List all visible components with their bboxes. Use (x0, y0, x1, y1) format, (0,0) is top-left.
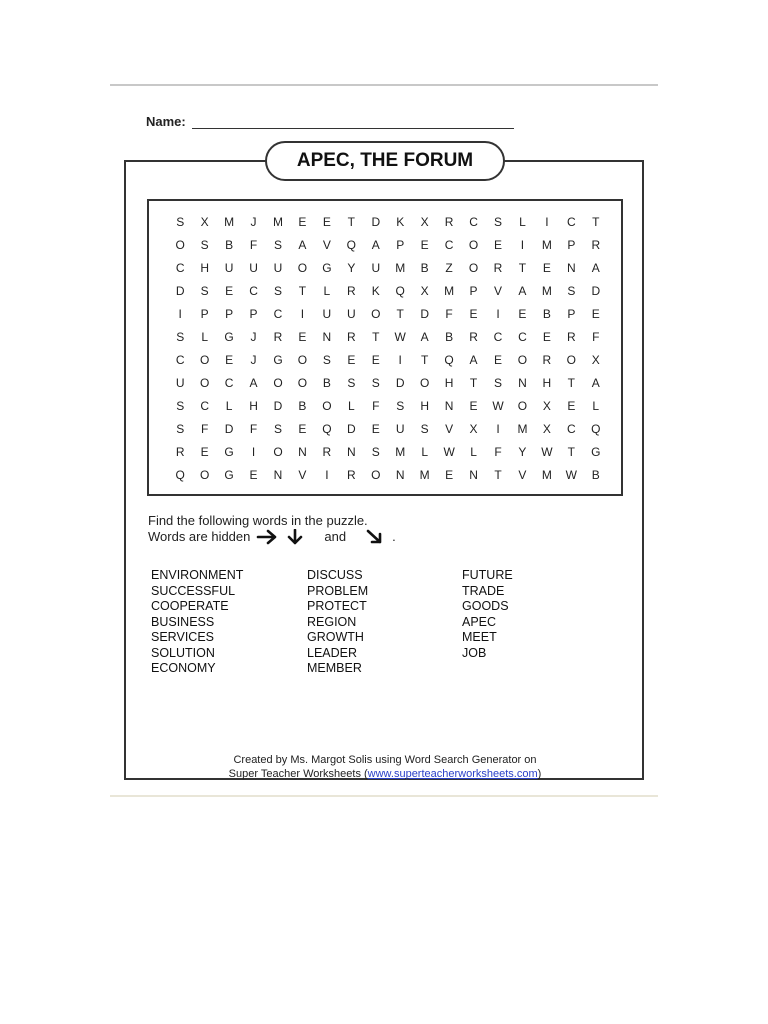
word-list-column-3 (462, 568, 513, 661)
grid-cell: O (371, 467, 381, 482)
instructions-hidden-text: Words are hidden (148, 529, 251, 544)
word-list-item: SUCCESSFUL (151, 583, 236, 598)
grid-cell: G (224, 444, 234, 459)
grid-cell: S (493, 375, 502, 390)
grid-cell: K (396, 214, 405, 229)
name-blank-line (192, 128, 514, 129)
grid-cell: R (322, 444, 332, 459)
grid-cell: E (225, 352, 234, 367)
word-list-item: BUSINESS (151, 614, 215, 629)
grid-cell: O (273, 444, 283, 459)
grid-cell: R (273, 329, 283, 344)
grid-cell: A (591, 375, 600, 390)
grid-cell: U (273, 260, 283, 275)
grid-cell: M (419, 467, 430, 482)
grid-cell: N (566, 260, 576, 275)
grid-cell: C (249, 283, 258, 298)
grid-cell: C (518, 329, 527, 344)
grid-cell: L (225, 398, 233, 413)
grid-cell: P (567, 306, 576, 321)
grid-cell: T (494, 467, 502, 482)
grid-cell: E (518, 306, 527, 321)
grid-cell: U (224, 260, 234, 275)
grid-cell: P (225, 306, 234, 321)
grid-cell: F (372, 398, 380, 413)
instructions-and-text: and (324, 529, 347, 544)
grid-cell: E (493, 237, 502, 252)
grid-cell: H (200, 260, 209, 275)
grid-cell: Q (395, 283, 405, 298)
grid-cell: C (566, 421, 576, 436)
footer-suffix: ) (537, 768, 542, 780)
footer-line-1: Created by Ms. Margot Solis using Word Search Generator on (233, 754, 537, 766)
grid-cell: R (493, 260, 503, 275)
word-list-item: TRADE (462, 583, 505, 598)
grid-cell: M (272, 214, 283, 229)
grid-cell: R (566, 329, 576, 344)
grid-cell: R (346, 329, 356, 344)
grid-cell: L (470, 444, 477, 459)
grid-cell: E (200, 444, 209, 459)
grid-cell: N (518, 375, 527, 390)
grid-cell: E (249, 467, 258, 482)
grid-cell: E (322, 214, 331, 229)
grid-cell: C (444, 237, 454, 252)
grid-cell: O (199, 375, 210, 390)
grid-cell: O (468, 237, 479, 252)
grid-cell: E (298, 421, 307, 436)
word-list-item: DISCUSS (307, 568, 363, 582)
word-list-item: APEC (462, 614, 497, 629)
grid-cell: R (469, 329, 478, 344)
grid-cell: O (322, 398, 332, 413)
grid-cell: M (395, 444, 406, 459)
grid-cell: N (469, 467, 478, 482)
grid-cell: V (493, 283, 502, 298)
word-list-item: GROWTH (307, 630, 364, 644)
grid-cell: W (492, 398, 504, 413)
grid-cell: B (445, 329, 454, 344)
grid-cell: T (567, 444, 575, 459)
grid-cell: M (541, 283, 552, 298)
grid-cell: N (444, 398, 454, 413)
grid-cell: E (225, 283, 234, 298)
word-search-grid (168, 210, 608, 486)
grid-cell: E (567, 398, 576, 413)
grid-cell: F (445, 306, 453, 321)
grid-cell: H (542, 375, 552, 390)
grid-cell: D (224, 421, 234, 436)
grid-cell: A (518, 283, 527, 298)
word-list-item: PROTECT (307, 599, 367, 613)
footer-credit (200, 753, 570, 781)
grid-cell: U (249, 260, 258, 275)
grid-cell: E (469, 306, 478, 321)
grid-cell: M (224, 214, 235, 229)
word-list-item: REGION (307, 614, 357, 629)
grid-cell: A (371, 237, 380, 252)
grid-cell: M (517, 421, 528, 436)
grid-cell: W (541, 444, 553, 459)
grid-cell: D (273, 398, 283, 413)
grid-cell: O (517, 398, 528, 413)
grid-cell: T (420, 352, 429, 367)
grid-cell: C (566, 214, 576, 229)
grid-cell: H (249, 398, 258, 413)
instructions (148, 513, 548, 545)
grid-cell: W (394, 329, 406, 344)
instructions-line-2 (148, 529, 548, 545)
grid-cell: R (346, 467, 356, 482)
word-list-item: JOB (462, 645, 487, 660)
grid-cell: O (199, 352, 210, 367)
word-list-column-1 (151, 568, 243, 677)
grid-cell: I (545, 214, 549, 229)
grid-cell: B (542, 306, 551, 321)
grid-cell: T (396, 306, 404, 321)
grid-cell: A (469, 352, 478, 367)
grid-cell: F (592, 329, 600, 344)
grid-cell: O (297, 260, 308, 275)
grid-cell: X (542, 398, 551, 413)
grid-cell: T (592, 214, 600, 229)
grid-cell: I (251, 444, 256, 459)
word-list-item: ECONOMY (151, 661, 216, 675)
instructions-line-1: Find the following words in the puzzle. (148, 513, 368, 528)
grid-cell: S (200, 237, 209, 252)
grid-cell: M (444, 283, 455, 298)
grid-cell: U (395, 421, 405, 436)
word-list-item: SERVICES (151, 630, 214, 644)
grid-cell: T (298, 283, 307, 298)
grid-cell: B (298, 398, 307, 413)
grid-cell: O (371, 306, 381, 321)
word-list-item: GOODS (462, 599, 509, 613)
grid-cell: O (517, 352, 528, 367)
grid-cell: C (273, 306, 283, 321)
grid-cell: Y (347, 260, 356, 275)
grid-cell: X (542, 421, 551, 436)
word-list-column-2 (307, 568, 368, 677)
grid-cell: H (420, 398, 429, 413)
grid-cell: S (176, 421, 185, 436)
grid-cell: K (371, 283, 380, 298)
grid-cell: V (322, 237, 331, 252)
grid-cell: L (347, 398, 355, 413)
grid-cell: O (419, 375, 430, 390)
grid-cell: U (371, 260, 381, 275)
grid-cell: Z (445, 260, 453, 275)
grid-cell: L (592, 398, 600, 413)
grid-cell: G (591, 444, 601, 459)
grid-cell: O (199, 467, 210, 482)
grid-cell: P (469, 283, 478, 298)
grid-cell: R (346, 283, 356, 298)
grid-cell: O (175, 237, 185, 252)
grid-cell: D (591, 283, 601, 298)
grid-cell: D (175, 283, 185, 298)
word-list-item: ENVIRONMENT (151, 568, 244, 582)
grid-cell: U (346, 306, 356, 321)
grid-cell: O (273, 375, 283, 390)
word-list-item: LEADER (307, 645, 358, 660)
grid-cell: I (300, 306, 305, 321)
grid-cell: R (444, 214, 454, 229)
grid-cell: R (175, 444, 185, 459)
instructions-period: . (392, 529, 396, 544)
grid-cell: L (519, 214, 526, 229)
grid-cell: X (469, 421, 478, 436)
grid-cell: S (371, 444, 380, 459)
grid-cell: I (520, 237, 525, 252)
grid-cell: B (420, 260, 429, 275)
grid-cell: S (273, 283, 282, 298)
grid-cell: I (496, 306, 500, 321)
grid-cell: E (298, 214, 307, 229)
grid-cell: U (175, 375, 185, 390)
grid-cell: D (346, 421, 356, 436)
grid-cell: P (396, 237, 405, 252)
grid-cell: T (469, 375, 478, 390)
grid-cell: T (567, 375, 575, 390)
grid-cell: M (541, 467, 552, 482)
grid-cell: M (541, 237, 552, 252)
grid-cell: G (322, 260, 332, 275)
grid-cell: P (249, 306, 258, 321)
grid-cell: O (566, 352, 576, 367)
word-list-item: SOLUTION (151, 645, 215, 660)
grid-cell: I (325, 467, 329, 482)
grid-cell: D (420, 306, 429, 321)
grid-cell: S (200, 283, 209, 298)
grid-cell: S (493, 214, 502, 229)
grid-cell: L (323, 283, 331, 298)
word-list-item: COOPERATE (151, 599, 229, 613)
arrow-down-icon (284, 529, 306, 545)
grid-cell: U (322, 306, 332, 321)
footer-link[interactable]: www.superteacherworksheets.com (367, 768, 538, 780)
grid-cell: I (496, 421, 500, 436)
footer-line-2 (200, 767, 570, 781)
grid-cell: G (273, 352, 283, 367)
grid-cell: E (371, 352, 380, 367)
grid-cell: C (175, 352, 185, 367)
grid-cell: G (224, 329, 234, 344)
grid-cell: X (591, 352, 600, 367)
grid-cell: L (201, 329, 208, 344)
grid-cell: E (371, 421, 380, 436)
grid-cell: W (443, 444, 455, 459)
grid-cell: D (371, 214, 381, 229)
grid-cell: Y (518, 444, 527, 459)
arrow-down-right-icon (364, 529, 386, 545)
grid-cell: I (178, 306, 182, 321)
grid-cell: E (591, 306, 600, 321)
grid-cell: D (395, 375, 405, 390)
grid-cell: L (421, 444, 428, 459)
grid-cell: Q (322, 421, 332, 436)
grid-cell: A (591, 260, 600, 275)
grid-cell: C (493, 329, 503, 344)
grid-cell: S (176, 398, 185, 413)
grid-cell: Q (591, 421, 601, 436)
grid-cell: J (250, 352, 257, 367)
grid-cell: S (371, 375, 380, 390)
grid-cell: N (322, 329, 332, 344)
word-list-item: MEET (462, 630, 497, 644)
grid-cell: S (273, 421, 282, 436)
grid-cell: T (518, 260, 527, 275)
grid-cell: S (347, 375, 356, 390)
grid-cell: C (175, 260, 185, 275)
grid-cell: R (591, 237, 601, 252)
grid-cell: E (445, 467, 454, 482)
grid-cell: Q (444, 352, 454, 367)
grid-cell: N (298, 444, 307, 459)
grid-cell: F (494, 444, 502, 459)
arrow-right-icon (256, 529, 278, 545)
grid-cell: R (542, 352, 552, 367)
grid-cell: A (249, 375, 258, 390)
grid-cell: B (225, 237, 234, 252)
grid-cell: S (567, 283, 576, 298)
grid-cell: J (250, 214, 257, 229)
grid-cell: J (250, 329, 257, 344)
grid-cell: E (298, 329, 307, 344)
grid-cell: H (444, 375, 454, 390)
bottom-divider (110, 795, 658, 797)
grid-cell: B (322, 375, 331, 390)
grid-cell: X (420, 214, 429, 229)
grid-cell: E (469, 398, 478, 413)
grid-cell: M (395, 260, 406, 275)
grid-cell: S (176, 214, 185, 229)
grid-cell: C (200, 398, 209, 413)
word-list-item: PROBLEM (307, 583, 369, 598)
grid-cell: V (445, 421, 454, 436)
grid-cell: V (298, 467, 307, 482)
grid-cell: Q (175, 467, 185, 482)
grid-cell: T (372, 329, 380, 344)
grid-cell: A (420, 329, 429, 344)
grid-cell: E (347, 352, 356, 367)
grid-cell: X (200, 214, 209, 229)
word-list-item: MEMBER (307, 661, 362, 675)
name-field-row (146, 114, 516, 134)
grid-cell: N (273, 467, 283, 482)
grid-cell: X (420, 283, 429, 298)
grid-cell: E (420, 237, 429, 252)
grid-cell: V (518, 467, 527, 482)
word-list-item: FUTURE (462, 568, 513, 582)
grid-cell: O (297, 352, 308, 367)
grid-cell: B (591, 467, 600, 482)
grid-cell: P (200, 306, 209, 321)
grid-cell: F (249, 421, 258, 436)
grid-cell: F (249, 237, 258, 252)
grid-cell: E (542, 260, 551, 275)
grid-cell: I (398, 352, 402, 367)
grid-cell: C (224, 375, 234, 390)
grid-cell: A (298, 237, 307, 252)
top-divider (110, 84, 658, 86)
footer-prefix: Super Teacher Worksheets ( (228, 768, 368, 780)
grid-cell: W (565, 467, 577, 482)
grid-cell: S (176, 329, 185, 344)
name-label: Name: (146, 114, 186, 129)
grid-cell: P (567, 237, 576, 252)
grid-cell: O (297, 375, 308, 390)
grid-cell: Q (346, 237, 356, 252)
grid-cell: N (346, 444, 356, 459)
grid-cell: N (395, 467, 405, 482)
grid-cell: S (322, 352, 331, 367)
grid-cell: E (542, 329, 551, 344)
grid-cell: S (273, 237, 282, 252)
grid-cell: T (347, 214, 355, 229)
worksheet-title: APEC, THE FORUM (265, 141, 505, 181)
grid-cell: S (396, 398, 405, 413)
grid-cell: G (224, 467, 234, 482)
grid-cell: S (420, 421, 429, 436)
grid-cell: E (493, 352, 502, 367)
grid-cell: F (200, 421, 209, 436)
grid-cell: C (469, 214, 478, 229)
grid-cell: O (468, 260, 479, 275)
